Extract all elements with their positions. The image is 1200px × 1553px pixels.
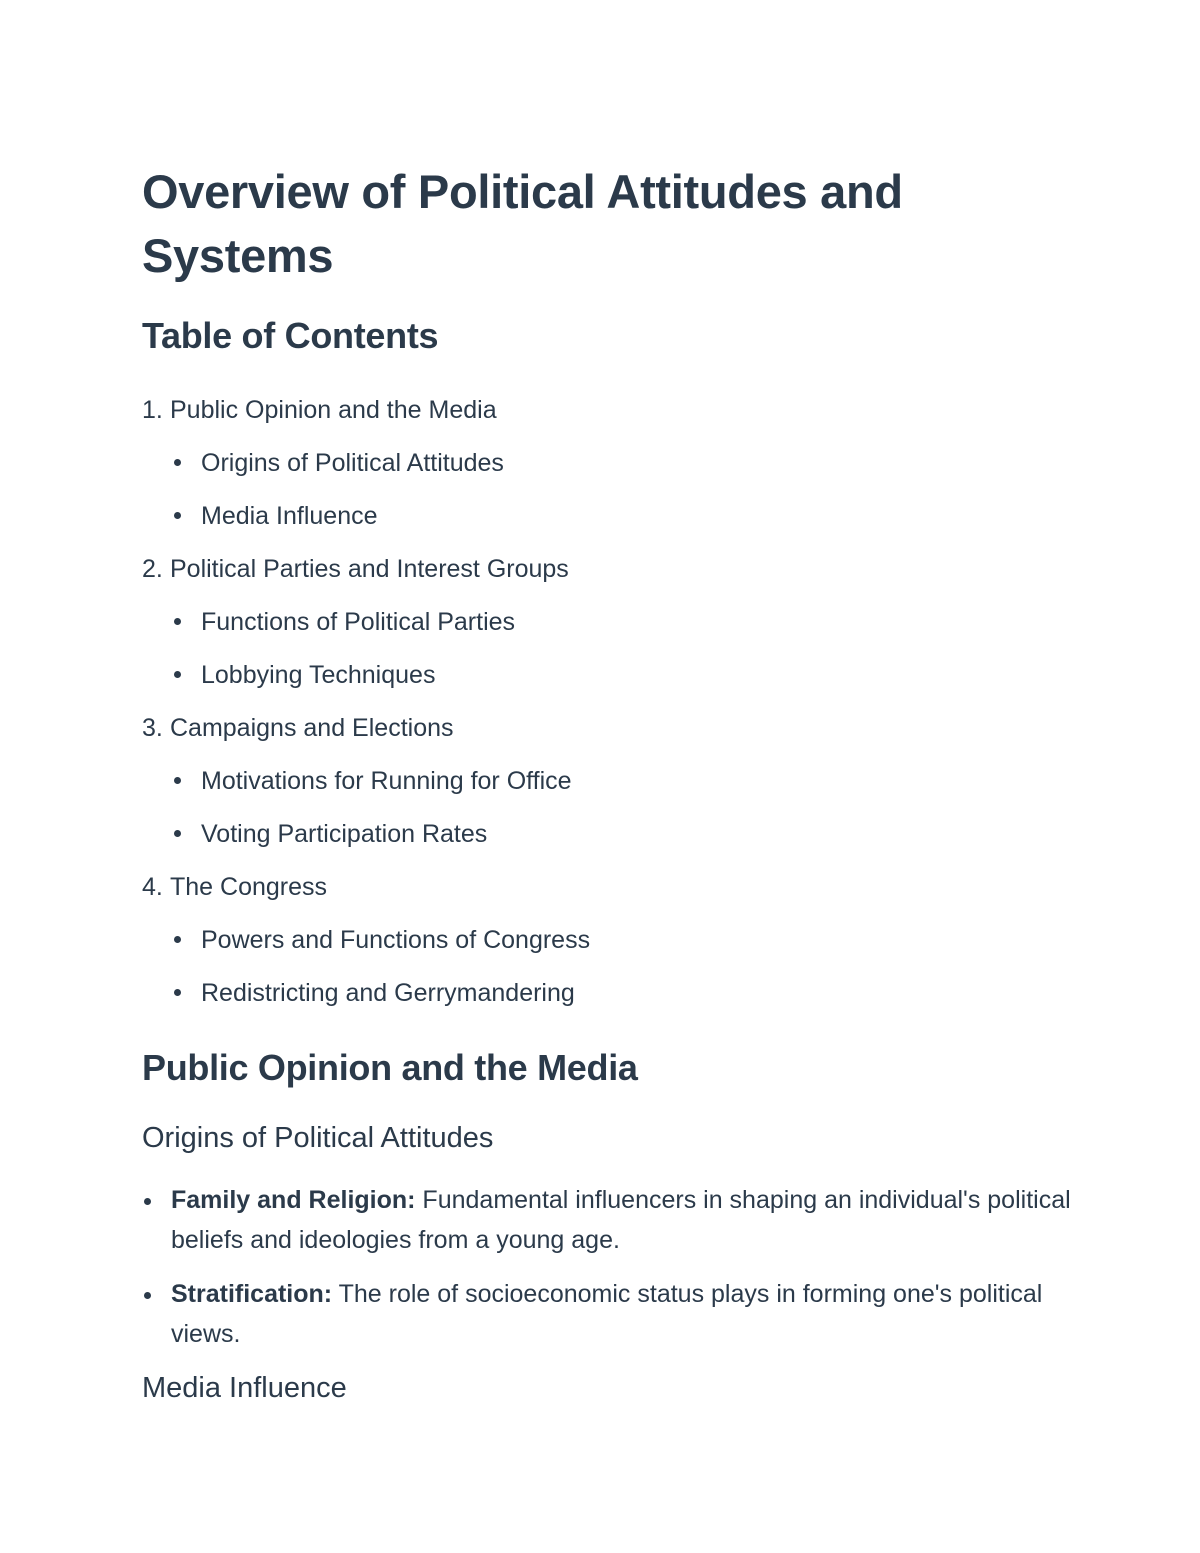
toc-item-label: Public Opinion and the Media (170, 396, 497, 424)
toc-subitem (142, 755, 1072, 808)
toc-subitem (142, 914, 1072, 967)
toc-item-label: Campaigns and Elections (170, 714, 454, 742)
toc-subitem-label: Lobbying Techniques (201, 661, 436, 689)
toc-item (142, 543, 1072, 702)
toc-item-number: 4. (142, 873, 163, 901)
list-item (142, 1274, 1071, 1354)
term-description: The role of socioeconomic status plays in forming one's political views. (171, 1280, 1043, 1348)
bullet-icon (174, 618, 181, 625)
toc-subitem-label: Functions of Political Parties (201, 608, 516, 636)
toc-heading: Table of Contents (142, 315, 439, 356)
toc-subitem (142, 490, 1072, 543)
toc-sublist (142, 596, 1072, 702)
bullet-icon (144, 1292, 151, 1299)
toc-subitem-label: Voting Participation Rates (201, 820, 488, 848)
toc-subitem (142, 808, 1072, 861)
toc-subitem-label: Powers and Functions of Congress (201, 926, 591, 954)
subsection-heading: Origins of Political Attitudes (142, 1122, 494, 1154)
bullet-icon (174, 830, 181, 837)
toc-subitem-label: Origins of Political Attitudes (201, 449, 504, 477)
bullet-icon (174, 936, 181, 943)
term-description: Fundamental influencers in shaping an individual's political beliefs and ideologies from a young age. (171, 1186, 1071, 1254)
content-list (142, 1180, 1072, 1354)
toc-item (142, 861, 1072, 1020)
toc-subitem (142, 967, 1072, 1020)
bullet-icon (174, 459, 181, 466)
toc-item-label: Political Parties and Interest Groups (170, 555, 569, 583)
toc-item (142, 384, 1072, 543)
document-page (142, 160, 1072, 1408)
bullet-icon (144, 1198, 151, 1205)
toc-sublist (142, 914, 1072, 1020)
toc-subitem-label: Media Influence (201, 502, 378, 530)
bullet-icon (174, 777, 181, 784)
section-heading: Public Opinion and the Media (142, 1047, 638, 1088)
toc-sublist (142, 437, 1072, 543)
toc-subitem (142, 649, 1072, 702)
toc-item-label: The Congress (170, 873, 328, 901)
bullet-icon (174, 512, 181, 519)
toc-item-number: 1. (142, 396, 163, 424)
toc-item-number: 2. (142, 555, 163, 583)
bullet-icon (174, 671, 181, 678)
bullet-icon (174, 989, 181, 996)
toc-subitem-label: Motivations for Running for Office (201, 767, 572, 795)
term-label: Stratification: (171, 1280, 333, 1308)
term-label: Family and Religion: (171, 1186, 416, 1214)
page-title: Overview of Political Attitudes and Systems (142, 165, 903, 282)
toc-item (142, 702, 1072, 861)
list-item (142, 1180, 1071, 1260)
toc-item-number: 3. (142, 714, 163, 742)
toc-sublist (142, 755, 1072, 861)
toc-subitem-label: Redistricting and Gerrymandering (201, 979, 575, 1007)
subsection-heading: Media Influence (142, 1372, 347, 1404)
toc-subitem (142, 596, 1072, 649)
table-of-contents (142, 384, 1072, 1020)
toc-subitem (142, 437, 1072, 490)
